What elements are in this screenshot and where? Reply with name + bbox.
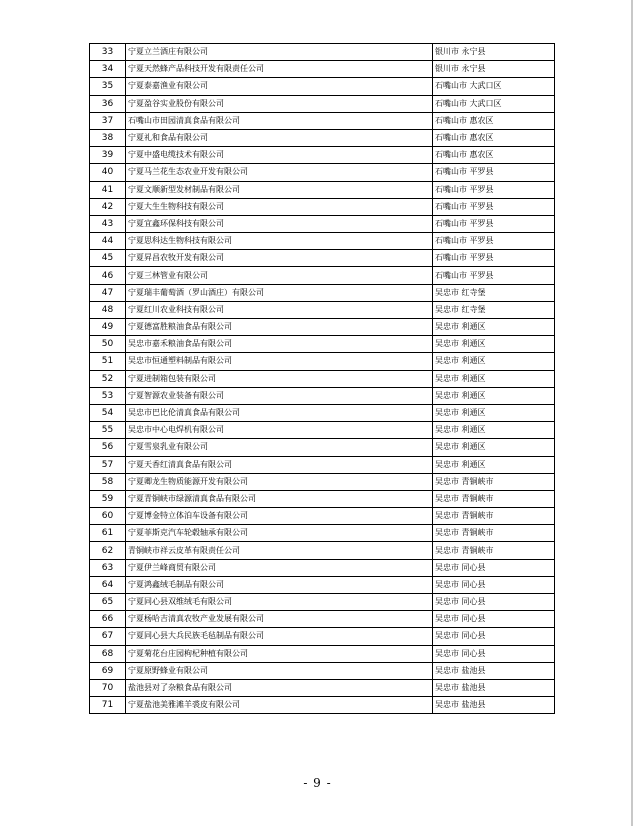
company-location: 吴忠市 同心县: [433, 594, 555, 611]
row-number: 53: [90, 387, 126, 404]
company-name: 宁夏盈谷实业股份有限公司: [126, 95, 433, 112]
company-name: 宁夏雪泉乳业有限公司: [126, 439, 433, 456]
table-row: [90, 267, 555, 284]
company-name: 宁夏德富胜粮油食品有限公司: [126, 319, 433, 336]
company-location: 石嘴山市 惠农区: [433, 129, 555, 146]
company-name: 宁夏鸿鑫绒毛制品有限公司: [126, 576, 433, 593]
table-row: [90, 576, 555, 593]
row-number: 40: [90, 164, 126, 181]
company-name: 宁夏三林管业有限公司: [126, 267, 433, 284]
row-number: 60: [90, 508, 126, 525]
table-row: [90, 284, 555, 301]
table-row: [90, 422, 555, 439]
company-name: 宁夏中盛电缆技术有限公司: [126, 147, 433, 164]
table-row: [90, 508, 555, 525]
company-name: 宁夏同心县双维绒毛有限公司: [126, 594, 433, 611]
table-row: [90, 456, 555, 473]
company-location: 吴忠市 青铜峡市: [433, 508, 555, 525]
row-number: 36: [90, 95, 126, 112]
company-name: 宁夏原野蜂业有限公司: [126, 662, 433, 679]
table-row: [90, 404, 555, 421]
row-number: 63: [90, 559, 126, 576]
company-name: 宁夏进制箱包装有限公司: [126, 370, 433, 387]
row-number: 66: [90, 611, 126, 628]
company-name: 宁夏礼和食品有限公司: [126, 129, 433, 146]
row-number: 33: [90, 44, 126, 61]
company-location: 吴忠市 红寺堡: [433, 301, 555, 318]
row-number: 57: [90, 456, 126, 473]
company-name: 宁夏菲斯克汽车轮毂轴承有限公司: [126, 525, 433, 542]
row-number: 50: [90, 336, 126, 353]
row-number: 41: [90, 181, 126, 198]
table-row: [90, 78, 555, 95]
table-row: [90, 645, 555, 662]
company-name: 宁夏杨哈吉清真农牧产业发展有限公司: [126, 611, 433, 628]
table-row: [90, 61, 555, 78]
row-number: 59: [90, 490, 126, 507]
company-location: 吴忠市 同心县: [433, 628, 555, 645]
company-location: 石嘴山市 平罗县: [433, 250, 555, 267]
company-location: 石嘴山市 平罗县: [433, 215, 555, 232]
company-location: 吴忠市 利通区: [433, 370, 555, 387]
company-name: 宁夏智源农业装备有限公司: [126, 387, 433, 404]
company-location: 吴忠市 同心县: [433, 559, 555, 576]
enterprise-table-body: [90, 44, 555, 714]
company-name: 宁夏宜鑫环保科技有限公司: [126, 215, 433, 232]
company-location: 吴忠市 红寺堡: [433, 284, 555, 301]
table-row: [90, 319, 555, 336]
company-location: 吴忠市 盐池县: [433, 697, 555, 714]
company-name: 宁夏红川农业科技有限公司: [126, 301, 433, 318]
table-row: [90, 301, 555, 318]
company-name: 吴忠市巴比伦清真食品有限公司: [126, 404, 433, 421]
table-row: [90, 387, 555, 404]
enterprise-table: [89, 43, 555, 714]
company-name: 青铜峡市祥云皮革有限责任公司: [126, 542, 433, 559]
page-edge-shadow: [631, 0, 633, 826]
company-name: 宁夏瑞丰葡萄酒（罗山酒庄）有限公司: [126, 284, 433, 301]
company-location: 吴忠市 青铜峡市: [433, 525, 555, 542]
table-row: [90, 336, 555, 353]
table-row: [90, 559, 555, 576]
table-row: [90, 490, 555, 507]
row-number: 42: [90, 198, 126, 215]
row-number: 43: [90, 215, 126, 232]
company-name: 宁夏大生生物科技有限公司: [126, 198, 433, 215]
table-row: [90, 628, 555, 645]
company-location: 吴忠市 利通区: [433, 404, 555, 421]
company-name: 吴忠市恒通塑料制品有限公司: [126, 353, 433, 370]
row-number: 44: [90, 233, 126, 250]
company-name: 吴忠市中心电焊机有限公司: [126, 422, 433, 439]
row-number: 45: [90, 250, 126, 267]
row-number: 69: [90, 662, 126, 679]
company-location: 吴忠市 利通区: [433, 319, 555, 336]
company-name: 吴忠市嘉禾粮油食品有限公司: [126, 336, 433, 353]
company-location: 吴忠市 利通区: [433, 336, 555, 353]
company-location: 吴忠市 利通区: [433, 353, 555, 370]
table-row: [90, 525, 555, 542]
row-number: 68: [90, 645, 126, 662]
company-name: 宁夏思科达生物科技有限公司: [126, 233, 433, 250]
company-name: 宁夏伊兰峰商贸有限公司: [126, 559, 433, 576]
company-location: 石嘴山市 平罗县: [433, 267, 555, 284]
company-location: 石嘴山市 平罗县: [433, 181, 555, 198]
table-row: [90, 473, 555, 490]
row-number: 65: [90, 594, 126, 611]
company-name: 石嘴山市田园清真食品有限公司: [126, 112, 433, 129]
row-number: 71: [90, 697, 126, 714]
table-row: [90, 147, 555, 164]
company-location: 石嘴山市 大武口区: [433, 95, 555, 112]
table-row: [90, 181, 555, 198]
row-number: 52: [90, 370, 126, 387]
table-row: [90, 129, 555, 146]
company-location: 吴忠市 青铜峡市: [433, 542, 555, 559]
row-number: 39: [90, 147, 126, 164]
table-row: [90, 697, 555, 714]
company-name: 宁夏菊花台庄园枸杞种植有限公司: [126, 645, 433, 662]
company-name: 宁夏同心县大兵民族毛毡制品有限公司: [126, 628, 433, 645]
row-number: 46: [90, 267, 126, 284]
table-row: [90, 679, 555, 696]
company-location: 吴忠市 同心县: [433, 645, 555, 662]
row-number: 58: [90, 473, 126, 490]
company-location: 吴忠市 青铜峡市: [433, 473, 555, 490]
company-location: 石嘴山市 大武口区: [433, 78, 555, 95]
row-number: 56: [90, 439, 126, 456]
company-name: 盐池县对了杂粮食品有限公司: [126, 679, 433, 696]
table-row: [90, 44, 555, 61]
table-row: [90, 250, 555, 267]
company-location: 吴忠市 盐池县: [433, 662, 555, 679]
company-name: 宁夏盐池美雅滩羊裘皮有限公司: [126, 697, 433, 714]
company-location: 吴忠市 利通区: [433, 387, 555, 404]
company-name: 宁夏博金特立体泊车设备有限公司: [126, 508, 433, 525]
company-name: 宁夏天然蜂产品科技开发有限责任公司: [126, 61, 433, 78]
table-row: [90, 215, 555, 232]
table-row: [90, 164, 555, 181]
row-number: 67: [90, 628, 126, 645]
company-location: 石嘴山市 平罗县: [433, 198, 555, 215]
table-row: [90, 370, 555, 387]
table-row: [90, 353, 555, 370]
table-row: [90, 112, 555, 129]
company-location: 吴忠市 利通区: [433, 422, 555, 439]
company-name: 宁夏泰嘉渔业有限公司: [126, 78, 433, 95]
company-location: 石嘴山市 惠农区: [433, 147, 555, 164]
table-row: [90, 611, 555, 628]
row-number: 38: [90, 129, 126, 146]
row-number: 35: [90, 78, 126, 95]
page-number: - 9 -: [303, 776, 332, 790]
company-name: 宁夏立兰酒庄有限公司: [126, 44, 433, 61]
row-number: 48: [90, 301, 126, 318]
company-location: 吴忠市 青铜峡市: [433, 490, 555, 507]
row-number: 61: [90, 525, 126, 542]
company-name: 宁夏天香红清真食品有限公司: [126, 456, 433, 473]
table-row: [90, 198, 555, 215]
row-number: 54: [90, 404, 126, 421]
table-row: [90, 95, 555, 112]
row-number: 51: [90, 353, 126, 370]
company-name: 宁夏马兰花生态农业开发有限公司: [126, 164, 433, 181]
company-location: 银川市 永宁县: [433, 61, 555, 78]
company-location: 石嘴山市 惠农区: [433, 112, 555, 129]
row-number: 70: [90, 679, 126, 696]
company-location: 吴忠市 同心县: [433, 576, 555, 593]
company-location: 石嘴山市 平罗县: [433, 164, 555, 181]
row-number: 62: [90, 542, 126, 559]
company-name: 宁夏文顺新型发材制品有限公司: [126, 181, 433, 198]
row-number: 55: [90, 422, 126, 439]
company-location: 吴忠市 利通区: [433, 456, 555, 473]
table-row: [90, 662, 555, 679]
company-name: 宁夏卿龙生物质能源开发有限公司: [126, 473, 433, 490]
company-location: 吴忠市 盐池县: [433, 679, 555, 696]
company-name: 宁夏青铜峡市绿源清真食品有限公司: [126, 490, 433, 507]
row-number: 34: [90, 61, 126, 78]
table-row: [90, 542, 555, 559]
row-number: 49: [90, 319, 126, 336]
row-number: 47: [90, 284, 126, 301]
row-number: 64: [90, 576, 126, 593]
company-location: 吴忠市 同心县: [433, 611, 555, 628]
table-row: [90, 233, 555, 250]
company-name: 宁夏昇昌农牧开发有限公司: [126, 250, 433, 267]
table-row: [90, 594, 555, 611]
company-location: 石嘴山市 平罗县: [433, 233, 555, 250]
row-number: 37: [90, 112, 126, 129]
table-row: [90, 439, 555, 456]
company-location: 银川市 永宁县: [433, 44, 555, 61]
company-location: 吴忠市 利通区: [433, 439, 555, 456]
